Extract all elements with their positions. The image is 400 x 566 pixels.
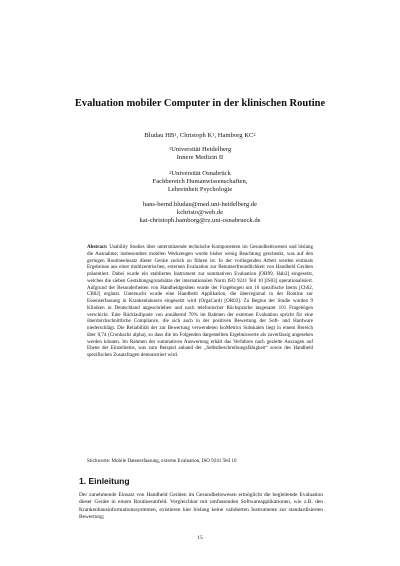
abstract-label: Abstract: [87,244,108,250]
affiliation-line: Fachbereich Humanwissenschaften, [152,178,248,186]
email-address[interactable]: hans-bernd.bludau@med.uni-heidelberg.de [142,201,258,208]
keywords: Stichworte: Mobile Datenerfassung, externe Evaluation, ISO 9241 Teil 10 [87,458,237,464]
page-number: 15 [197,535,203,541]
affiliation-line: Lehreinheit Psychologie [167,186,233,194]
email-address[interactable]: kai-christoph.hamborg@rz.uni-osnabrueck.de [139,217,261,225]
affiliation-osnabrueck [60,170,340,195]
author-separator: , [214,132,218,139]
author-name: Christoph K [179,132,213,139]
abstract-text: Usability Studies über unterstützende technische Komponenten im Gesundheitswesen und bislang die Ausnahme; insbesondere mobilen Werkzeugen wurde bisher wenig Beachtung geschenkt, was auf den geringen Routineeinsatz dieser Geräte zurück zu führen ist. In der vorliegenden Arbeit werden erstmals Ergebnisse aus einer multizentrischen, externen Evaluation zur Benutzerfreundlichkeit von Handheld Geräten präsentiert. Dabei wurde ein etabliertes Instrument zur summativen Evaluation [OH99, Hab2] eingesetzt, welches die sieben Gestaltungsgrundsätze der internationalen Norm ISO 9241 Teil 10 [IS03] operationalisiert. Aufgrund der Besonderheiten von Handheldgeräten wurde der Fragebogen um 16 spezifische Items [Ch02, CB02] ergänzt. Untersucht wurde eine Handheld Applikation, die überregional in der Routine zur Essenserfassung in Krankenhäusern eingesetzt wird (OrgaCard) [OR03]. Zu Beginn der Studie wurden 9 Kliniken in Deutschland angeschrieben und nach telefonischer Rücksprache insgesamt 101 Fragebögen verschickt. Eine Rücklaufquote von annähernd 70% im Rahmen der externen Evaluation spricht für eine überdurchschnittliche Compliance, die sich auch in der positiven Bewertung der Soft- und Hardware niederschlägt. Die Reliabilität der zur Bewertung verwendeten IsoMetrics Subskalen liegt in einem Bereich über 0,74 (Cronbachs alpha), so dass die im Folgenden dargestellten Ergebniswerte als zuverlässig angesehen werden können. Im Rahmen der summativen Auswertung erhält das Verfahren nach gezielte Auszugen auf Ebene der Einzelitems, was zum Beispiel anhand der „Selbstbeschreibungsfähigkeit“ sowie des Handheld spezifischen Zusatzfragen demonstriert wird. [87,244,313,358]
author-name: Bludau HB [144,132,175,139]
affiliation-mark: 1 [168,146,172,151]
body-paragraph: Der zunehmende Einsatz von Handheld Geräten im Gesundheitswesen ermöglicht die begleitende Evaluation dieser Geräte in einem Routineumfeld. Vergleichbar mit umfassenden Softwareapplikationen, wie z.B. den Krankenhausinformationssystemen, existieren hier bislang keine validierten Instrumente zur standardisierten Bewertung; [79,492,323,520]
section-title-text: Einleitung [88,476,130,486]
author-separator: , [176,132,180,139]
affiliation-line: $^2$Universität Osnabrück [169,170,231,177]
author-affiliation-mark: 2 [253,132,256,137]
section-heading [79,476,130,486]
email-list [60,201,340,226]
abstract [87,244,313,359]
affiliation-mark: 2 [169,170,172,175]
section-number: 1. [79,476,87,486]
affiliation-heidelberg [60,146,340,162]
author-name: Hamborg KC [217,132,254,139]
author-affiliation-mark: 1 [174,132,177,137]
affiliation-line: $^1$Universität Heidelberg [168,146,232,153]
email-address[interactable]: kchristo@web.de [176,209,224,217]
paper-title: Evaluation mobiler Computer in der klinischen Routine [74,98,326,109]
author-affiliation-mark: 1 [212,132,215,137]
author-line [60,132,340,140]
affiliation-line: Innere Medizin II [176,154,224,162]
